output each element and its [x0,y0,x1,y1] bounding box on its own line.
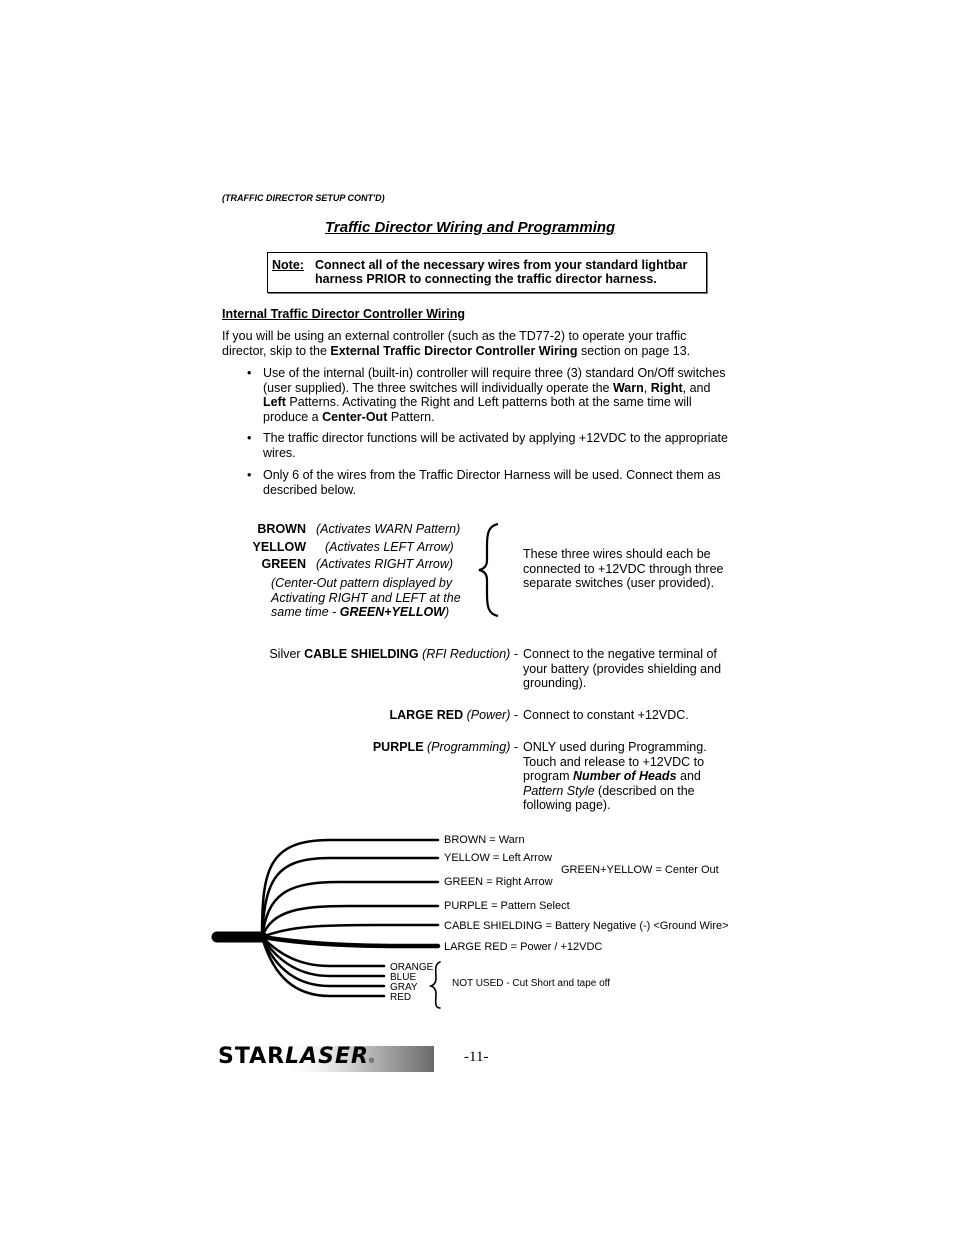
page-title: Traffic Director Wiring and Programming [325,219,616,236]
text: - [510,708,518,722]
purple-desc-line-1: ONLY used during Programming. [523,740,707,754]
right-text: Right [650,380,683,395]
wire-green-desc: (Activates RIGHT Arrow) [316,557,454,571]
text: , [643,380,651,395]
wire-brown-name: BROWN [257,522,306,536]
text: ) [444,605,450,619]
intro-text: director, skip to the [222,343,331,358]
wire-green-name: GREEN [261,557,306,571]
shielding-desc-line-1: Connect to the negative terminal of [523,647,717,661]
section-continued-label: (TRAFFIC DIRECTOR SETUP CONT'D) [222,193,385,203]
bullet-dot: • [247,468,252,482]
number-of-heads-text: Number of Heads [573,769,677,783]
unused-wire-orange: ORANGE [390,962,434,973]
purple-paren: (Programming) [423,740,511,754]
bullet-3-line-2: described below. [263,482,357,497]
bullet-2-line-2: wires. [263,445,296,460]
bullet-dot: • [247,431,252,445]
switch-desc-line-3: separate switches (user provided). [523,576,715,590]
purple-desc-line-2: Touch and release to +12VDC to [523,754,705,769]
purple-desc-line-5: following page). [523,798,611,812]
warn-text: Warn [612,380,644,395]
diagram-label-center-out: GREEN+YELLOW = Center Out [561,864,719,876]
note-label: Note: [272,258,304,272]
diagram-label-yellow: YELLOW = Left Arrow [444,852,552,864]
pattern-style-text: Pattern Style [523,783,595,798]
shielding-paren: (RFI Reduction) [418,647,511,661]
wire-brown-desc: (Activates WARN Pattern) [316,522,461,536]
bullet-1-line-1: Use of the internal (built-in) controller will require three (3) standard On/Off switches [263,366,726,380]
diagram-label-green: GREEN = Right Arrow [444,876,553,888]
wire-brown [262,840,438,937]
logo-laser: LASER [285,1044,369,1069]
external-wiring-reference: External Traffic Director Controller Wiring [330,343,578,358]
wire-yellow-desc: (Activates LEFT Arrow) [325,540,454,554]
bullet-3-line-1: Only 6 of the wires from the Traffic Director Harness will be used. Connect them as [263,468,721,482]
shielding-desc-line-3: grounding). [523,676,587,690]
text: , and [682,380,711,395]
shielding-desc-line-2: your battery (provides shielding and [523,661,722,676]
text: same time - [271,605,340,619]
wire-shielding [262,925,438,937]
large-red-paren: (Power) [463,708,511,722]
text: Pattern. [387,409,435,424]
wire-large-red [262,937,438,946]
center-note-line-2: Activating RIGHT and LEFT at the [271,590,461,605]
starlaser-logo [218,1044,374,1069]
large-red-description: Connect to constant +12VDC. [523,708,689,722]
unused-wire-gray: GRAY [390,982,418,993]
text: - [510,647,518,661]
unused-wire-red: RED [390,992,412,1003]
intro-text-end: section on page 13. [577,343,691,358]
switch-desc-line-2: connected to +12VDC through three [523,561,724,576]
logo-star: STAR [218,1044,286,1069]
wire-purple [262,906,438,937]
text: (user supplied). The three switches will individually operate the [263,380,613,395]
text: produce a [263,409,323,424]
diagram-label-brown: BROWN = Warn [444,834,525,846]
bullet-dot: • [247,366,252,380]
unused-wire-blue: BLUE [390,972,417,983]
shielding-name: CABLE SHIELDING [304,647,419,661]
wire-yellow-name: YELLOW [252,540,306,554]
text: - [510,740,518,754]
text: Silver [269,647,305,661]
unused-wire-list [390,963,433,1003]
center-out-text: Center-Out [322,409,388,424]
green-yellow-text: GREEN+YELLOW [339,605,445,619]
logo-registered: ® [368,1058,375,1065]
note-line-1: Connect all of the necessary wires from your standard lightbar [315,258,688,272]
diagram-label-large-red: LARGE RED = Power / +12VDC [444,941,603,953]
text: and [676,769,701,783]
switch-desc-line-1: These three wires should each be [523,547,711,561]
left-text: Left [263,395,286,409]
center-note-line-1: (Center-Out pattern displayed by [271,576,453,590]
text: (described on the [594,783,695,798]
note-line-2: harness PRIOR to connecting the traffic director harness. [315,272,657,286]
intro-line-1: If you will be using an external controller (such as the TD77-2) to operate your traffic [222,329,687,343]
purple-name: PURPLE [372,740,424,754]
page-number: -11- [464,1049,489,1065]
large-red-name: LARGE RED [389,708,464,722]
not-used-note: NOT USED - Cut Short and tape off [452,978,611,989]
diagram-label-purple: PURPLE = Pattern Select [444,900,570,912]
text: program [523,769,574,783]
text: Patterns. Activating the Right and Left patterns both at the same time will [285,395,692,409]
diagram-label-shielding: CABLE SHIELDING = Battery Negative (-) <Ground Wire> [444,920,729,932]
bullet-2-line-1: The traffic director functions will be activated by applying +12VDC to the appropriate [263,431,728,445]
internal-wiring-heading: Internal Traffic Director Controller Wiring [222,307,465,321]
